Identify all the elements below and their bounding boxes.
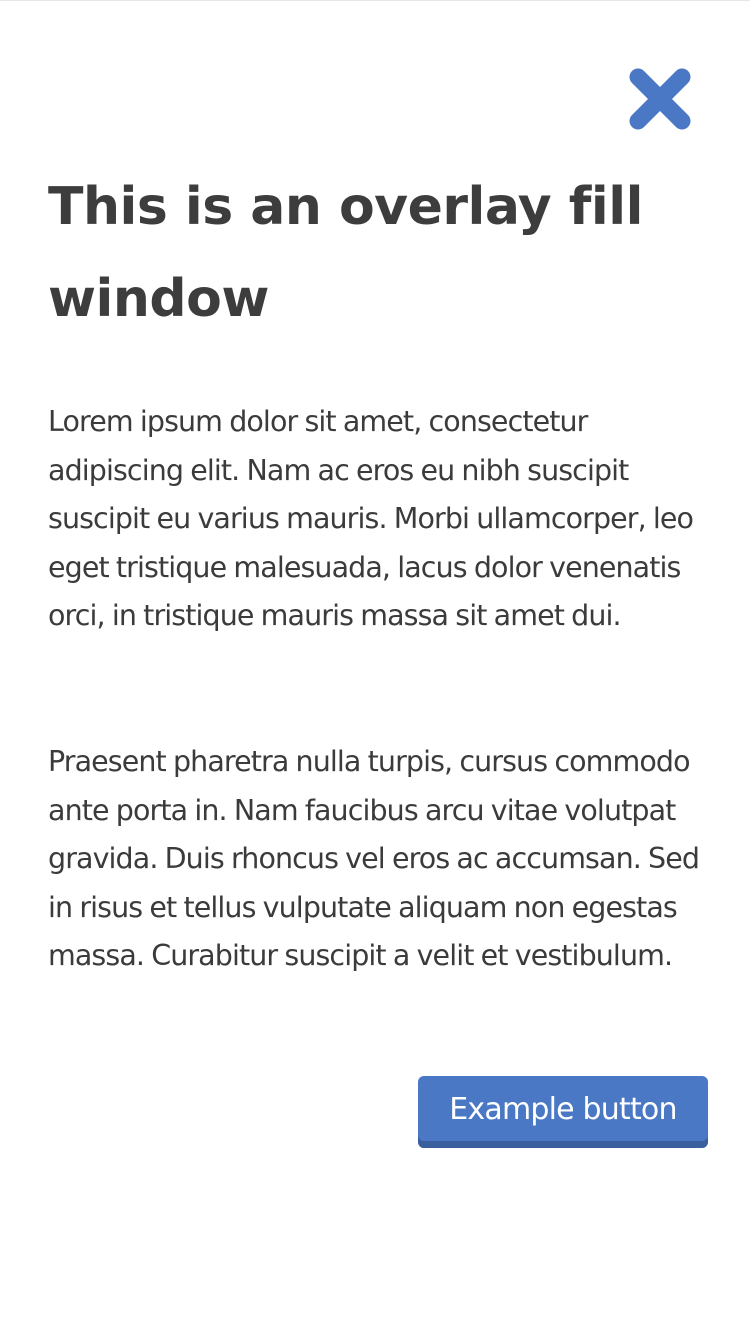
close-button[interactable] (624, 63, 696, 135)
close-icon (624, 63, 696, 135)
overlay-title: This is an overlay fill window (48, 177, 643, 329)
body-paragraph-2: Praesent pharetra nulla turpis, cursus commodo ante porta in. Nam faucibus arcu vitae volutpat gravida. Duis rhoncus vel eros ac accumsan. Sed in risus et tellus vulputate aliquam non egestas massa. Curabitur suscipit a velit et vestibulum. (48, 745, 700, 972)
body-paragraph-1: Lorem ipsum dolor sit amet, consectetur adipiscing elit. Nam ac eros eu nibh suscipit suscipit eu varius mauris. Morbi ullamcorper, leo eget tristique malesuada, lacus dolor venenatis orci, in tristique mauris massa sit amet dui. (48, 405, 694, 632)
example-button[interactable]: Example button (418, 1076, 708, 1148)
